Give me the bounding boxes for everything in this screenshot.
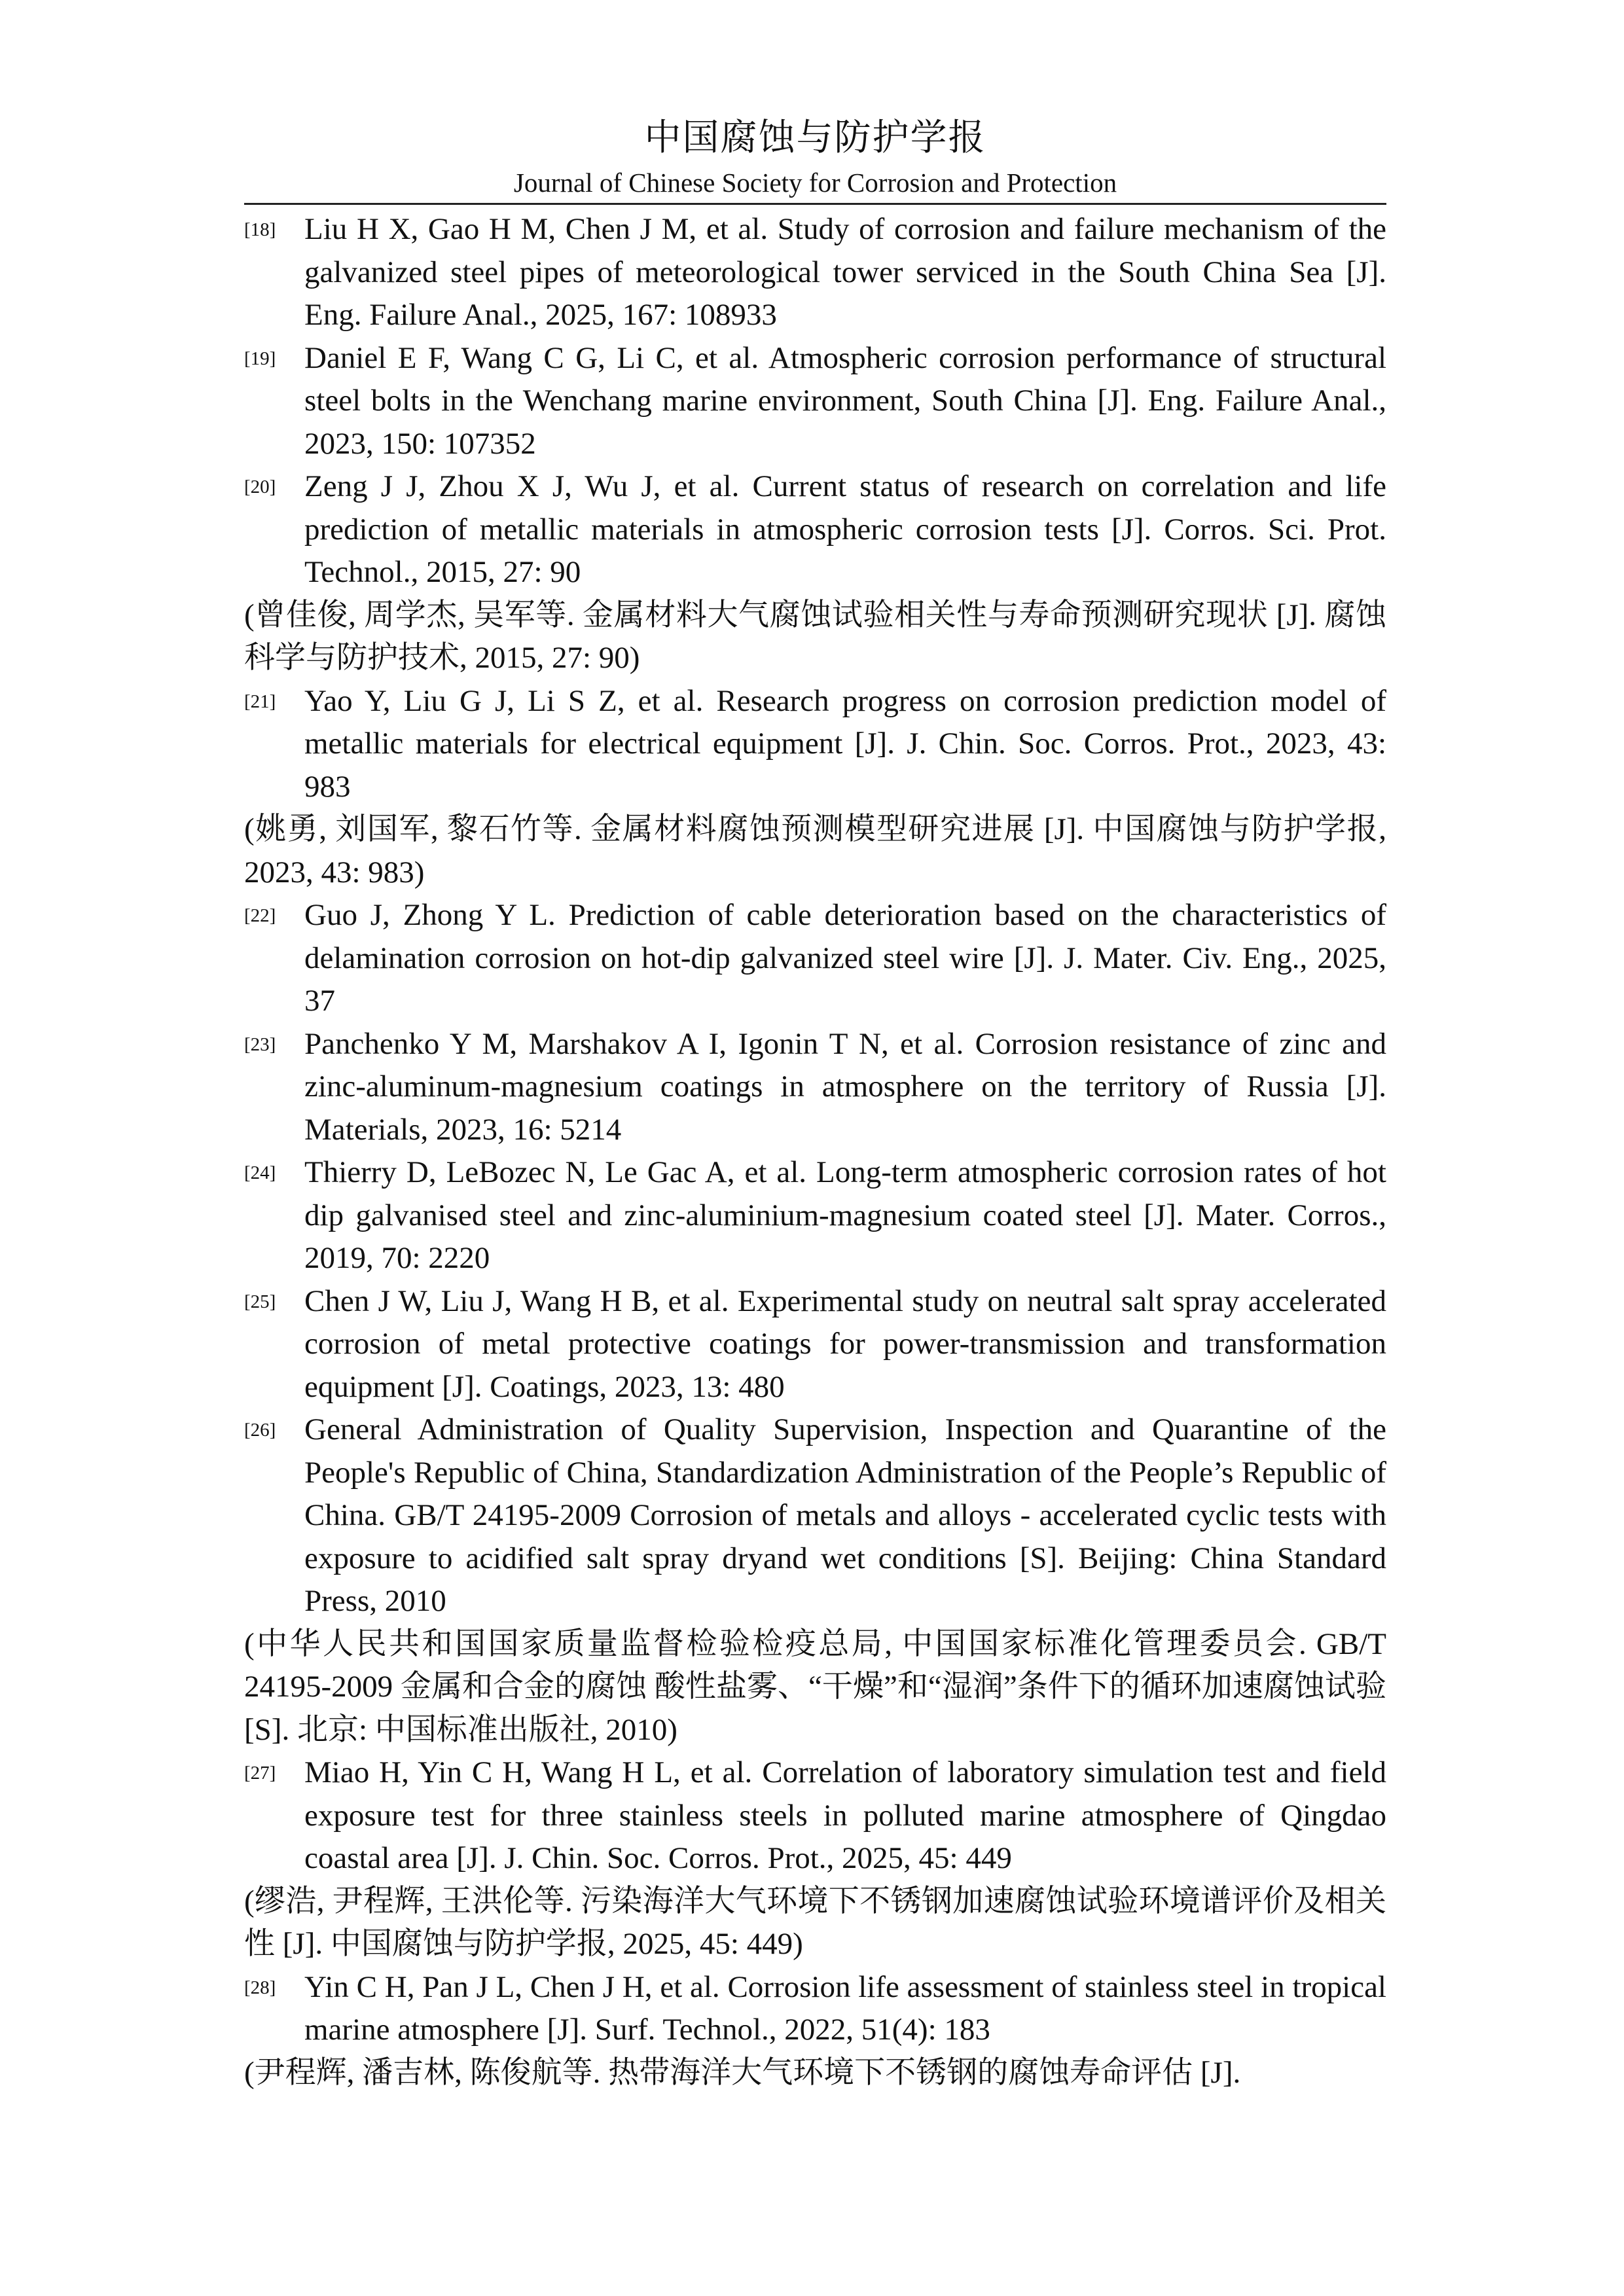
reference-20: [244, 465, 1386, 594]
reference-18: [244, 208, 1386, 337]
journal-title-en: Journal of Chinese Society for Corrosion and Protection: [513, 168, 1117, 198]
reference-20-chinese: (曾佳俊, 周学杰, 吴军等. 金属材料大气腐蚀试验相关性与寿命预测研究现状 [J]. 腐蚀科学与防护技术, 2015, 27: 90): [244, 598, 1386, 675]
reference-number: [26]: [244, 1420, 276, 1441]
reference-26-chinese: (中华人民共和国国家质量监督检验检疫总局, 中国国家标准化管理委员会. GB/T 24195-2009 金属和合金的腐蚀 酸性盐雾、“干燥”和“湿润”条件下的循环加速腐蚀试验 [S]. 北京: 中国标准出版社, 2010): [244, 1626, 1386, 1747]
journal-title-cn: 中国腐蚀与防护学报: [644, 118, 986, 158]
reference-number: [21]: [244, 691, 276, 712]
reference-number: [24]: [244, 1162, 276, 1183]
reference-23: [244, 1023, 1386, 1152]
header-rule: [244, 203, 1386, 205]
reference-list: [244, 208, 1386, 2094]
reference-text: Chen J W, Liu J, Wang H B, et al. Experimental study on neutral salt spray accelerated corrosion of metal protective coatings for power-transmission and transformation equipment [J]. Coatings, 2023, 13: 480: [304, 1283, 1386, 1404]
reference-number: [28]: [244, 1977, 276, 1998]
reference-text: Liu H X, Gao H M, Chen J M, et al. Study of corrosion and failure mechanism of the galvanized steel pipes of meteorological tower serviced in the South China Sea [J]. Eng. Failure Anal., 2025, 167: 108933: [304, 212, 1386, 332]
reference-27-chinese: (缪浩, 尹程辉, 王洪伦等. 污染海洋大气环境下不锈钢加速腐蚀试验环境谱评价及相关性 [J]. 中国腐蚀与防护学报, 2025, 45: 449): [244, 1884, 1386, 1961]
reference-text: Thierry D, LeBozec N, Le Gac A, et al. Long-term atmospheric corrosion rates of hot dip galvanised steel and zinc-aluminium-magnesium coated steel [J]. Mater. Corros., 2019, 70: 2220: [304, 1155, 1386, 1275]
reference-text: General Administration of Quality Supervision, Inspection and Quarantine of the People's Republic of China, Standardization Administration of the People’s Republic of China. GB/T 24195-2009 Corrosion of metals and alloys - accelerated cyclic tests with exposure to acidified salt spray dryand wet conditions [S]. Beijing: China Standard Press, 2010: [304, 1412, 1386, 1618]
reference-number: [20]: [244, 476, 276, 497]
reference-text: Guo J, Zhong Y L. Prediction of cable deterioration based on the characteristics of delamination corrosion on hot-dip galvanized steel wire [J]. J. Mater. Civ. Eng., 2025, 37: [304, 898, 1386, 1018]
reference-text: Zeng J J, Zhou X J, Wu J, et al. Current status of research on correlation and life prediction of metallic materials in atmospheric corrosion tests [J]. Corros. Sci. Prot. Technol., 2015, 27: 90: [304, 469, 1386, 589]
reference-28-chinese: (尹程辉, 潘吉林, 陈俊航等. 热带海洋大气环境下不锈钢的腐蚀寿命评估 [J].: [244, 2055, 1241, 2090]
reference-number: [19]: [244, 348, 276, 369]
reference-27: [244, 1751, 1386, 1880]
reference-number: [22]: [244, 905, 276, 926]
reference-24: [244, 1151, 1386, 1280]
reference-text: Miao H, Yin C H, Wang H L, et al. Correlation of laboratory simulation test and field exposure test for three stainless steels in polluted marine atmosphere of Qingdao coastal area [J]. J. Chin. Soc. Corros. Prot., 2025, 45: 449: [304, 1755, 1386, 1875]
page-header: [244, 111, 1386, 200]
reference-26: [244, 1408, 1386, 1623]
reference-25: [244, 1280, 1386, 1409]
reference-21: [244, 680, 1386, 809]
reference-21-chinese: (姚勇, 刘国军, 黎石竹等. 金属材料腐蚀预测模型研究进展 [J]. 中国腐蚀与防护学报, 2023, 43: 983): [244, 812, 1386, 889]
reference-number: [27]: [244, 1763, 276, 1784]
reference-text: Yao Y, Liu G J, Li S Z, et al. Research progress on corrosion prediction model of metallic materials for electrical equipment [J]. J. Chin. Soc. Corros. Prot., 2023, 43: 983: [304, 683, 1386, 804]
reference-28: [244, 1966, 1386, 2052]
reference-number: [25]: [244, 1291, 276, 1312]
reference-number: [23]: [244, 1033, 276, 1055]
reference-text: Yin C H, Pan J L, Chen J H, et al. Corrosion life assessment of stainless steel in tropical marine atmosphere [J]. Surf. Technol., 2022, 51(4): 183: [304, 1969, 1386, 2047]
reference-number: [18]: [244, 219, 276, 240]
reference-22: [244, 894, 1386, 1023]
reference-text: Panchenko Y M, Marshakov A I, Igonin T N, et al. Corrosion resistance of zinc and zinc-aluminum-magnesium coatings in atmosphere on the territory of Russia [J]. Materials, 2023, 16: 5214: [304, 1026, 1386, 1147]
reference-19: [244, 337, 1386, 466]
reference-text: Daniel E F, Wang C G, Li C, et al. Atmospheric corrosion performance of structural steel bolts in the Wenchang marine environment, South China [J]. Eng. Failure Anal., 2023, 150: 107352: [304, 340, 1386, 461]
